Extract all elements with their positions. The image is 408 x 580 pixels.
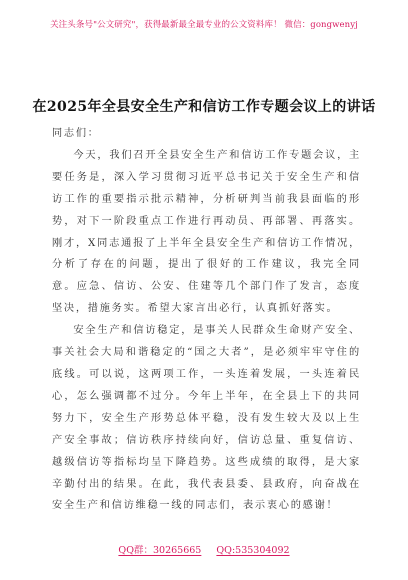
promo-text: 关注头条号"公文研究"，获得最新最全最专业的公文资料库！ 微信：gongwenyj bbox=[50, 20, 358, 30]
paragraph-2: 安全生产和信访稳定，是事关人民群众生命财产安全、事关社会大局和谐稳定的“国之大者”，是必须牢牢守住的底线。可以说，这两项工作，一头连着发展，一头连着民心，怎么强调都不过分。今年上半年，在全县上下的共同努力下，安全生产形势总体平稳，没有发生较大及以上生产安全事故；信访秩序持续向好，信访总量、重复信访、越级信访等指标均呈下降趋势。这些成绩的取得，是大家辛勤付出的结果。在此，我代表县委、县政府，向奋战在安全生产和信访维稳一线的同志们，表示衷心的感谢！ bbox=[52, 325, 361, 512]
promo-header bbox=[0, 18, 408, 30]
document-body bbox=[52, 123, 361, 517]
qq-group-link[interactable]: QQ群：30265665 bbox=[118, 545, 202, 556]
salutation: 同志们： bbox=[52, 128, 100, 139]
qq-contact-link[interactable]: QQ:535304092 bbox=[216, 545, 290, 556]
document-title: 在2025年全县安全生产和信访工作专题会议上的讲话 bbox=[32, 99, 376, 116]
contact-footer bbox=[0, 542, 408, 556]
paragraph-1: 今天，我们召开全县安全生产和信访工作专题会议，主要任务是，深入学习贯彻习近平总书记关于安全生产和信访工作的重要指示批示精神，分析研判当前我县面临的形势，对下一阶段重点工作进行再动员、再部署、再落实。刚才，X同志通报了上半年全县安全生产和信访工作情况，分析了存在的问题，提出了很好的工作建议，我完全同意。应急、信访、公安、住建等几个部门作了发言，态度坚决，措施务实。希望大家言出必行，认真抓好落实。 bbox=[52, 149, 361, 315]
